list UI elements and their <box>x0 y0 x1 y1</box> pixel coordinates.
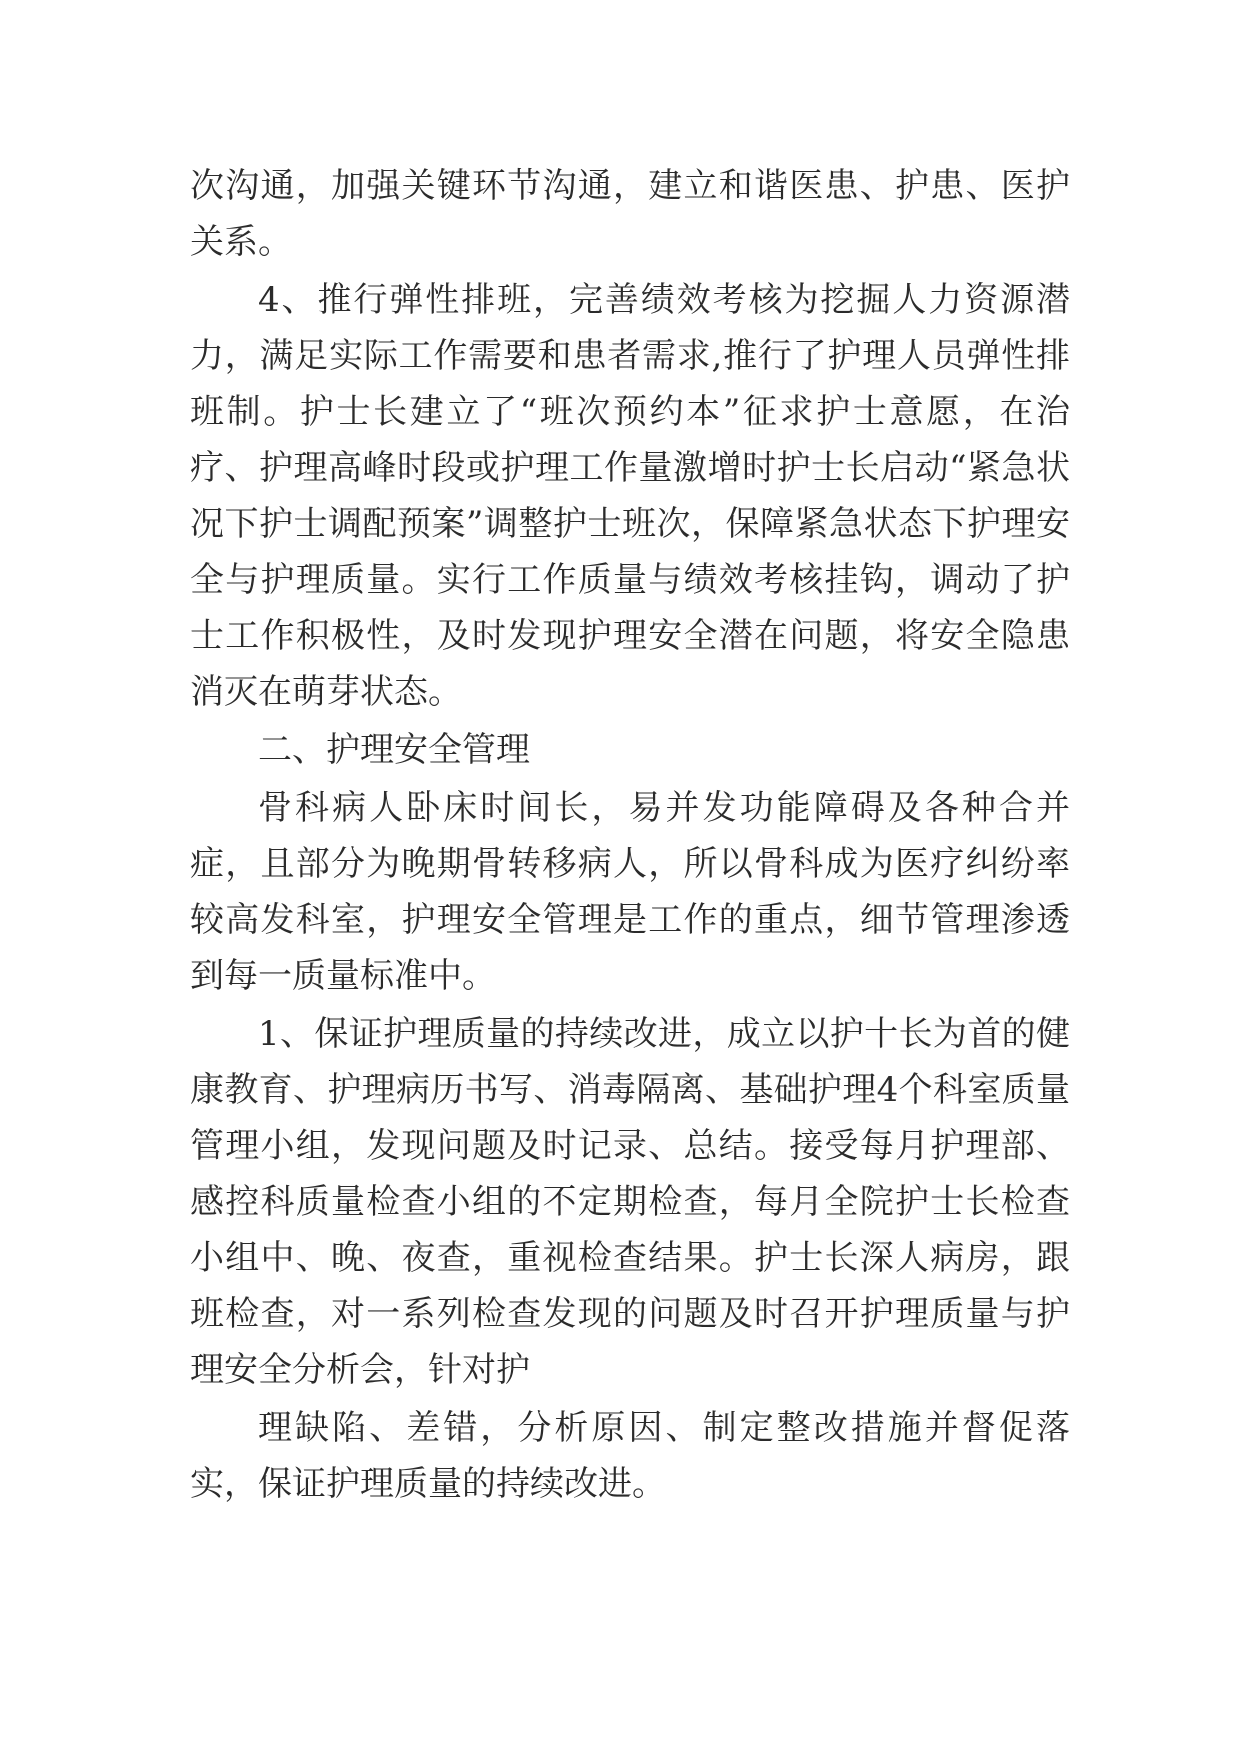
document-body <box>190 158 1070 1512</box>
paragraph-flexible-scheduling: 4、推行弹性排班，完善绩效考核为挖掘人力资源潜力，满足实际工作需要和患者需求,推行了护理人员弹性排班制。护士长建立了“班次预约本”征求护士意愿，在治疗、护理高峰时段或护理工作量激增时护士长启动“紧急状况下护士调配预案”调整护士班次，保障紧急状态下护理安全与护理质量。实行工作质量与绩效考核挂钩，调动了护士工作积极性，及时发现护理安全潜在问题，将安全隐患消灭在萌芽状态。 <box>190 280 1070 712</box>
paragraph-orthopedic-patients: 骨科病人卧床时间长，易并发功能障碍及各种合并症，且部分为晚期骨转移病人，所以骨科成为医疗纠纷率较高发科室，护理安全管理是工作的重点，细节管理渗透到每一质量标准中。 <box>190 788 1070 996</box>
paragraph-communication-end: 次沟通，加强关键环节沟通，建立和谐医患、护患、医护关系。 <box>190 166 1070 262</box>
paragraph-quality-improvement: 1、保证护理质量的持续改进，成立以护十长为首的健康教育、护理病历书写、消毒隔离、基础护理4个科室质量管理小组，发现问题及时记录、总结。接受每月护理部、感控科质量检查小组的不定期检查，每月全院护士长检查小组中、晚、夜查，重视检查结果。护士长深人病房，跟班检查，对一系列检查发现的问题及时召开护理质量与护理安全分析会，针对护 <box>190 1014 1070 1390</box>
paragraph-defect-analysis: 理缺陷、差错，分析原因、制定整改措施并督促落实，保证护理质量的持续改进。 <box>190 1408 1070 1504</box>
section-heading-safety-management: 二、护理安全管理 <box>258 730 530 770</box>
